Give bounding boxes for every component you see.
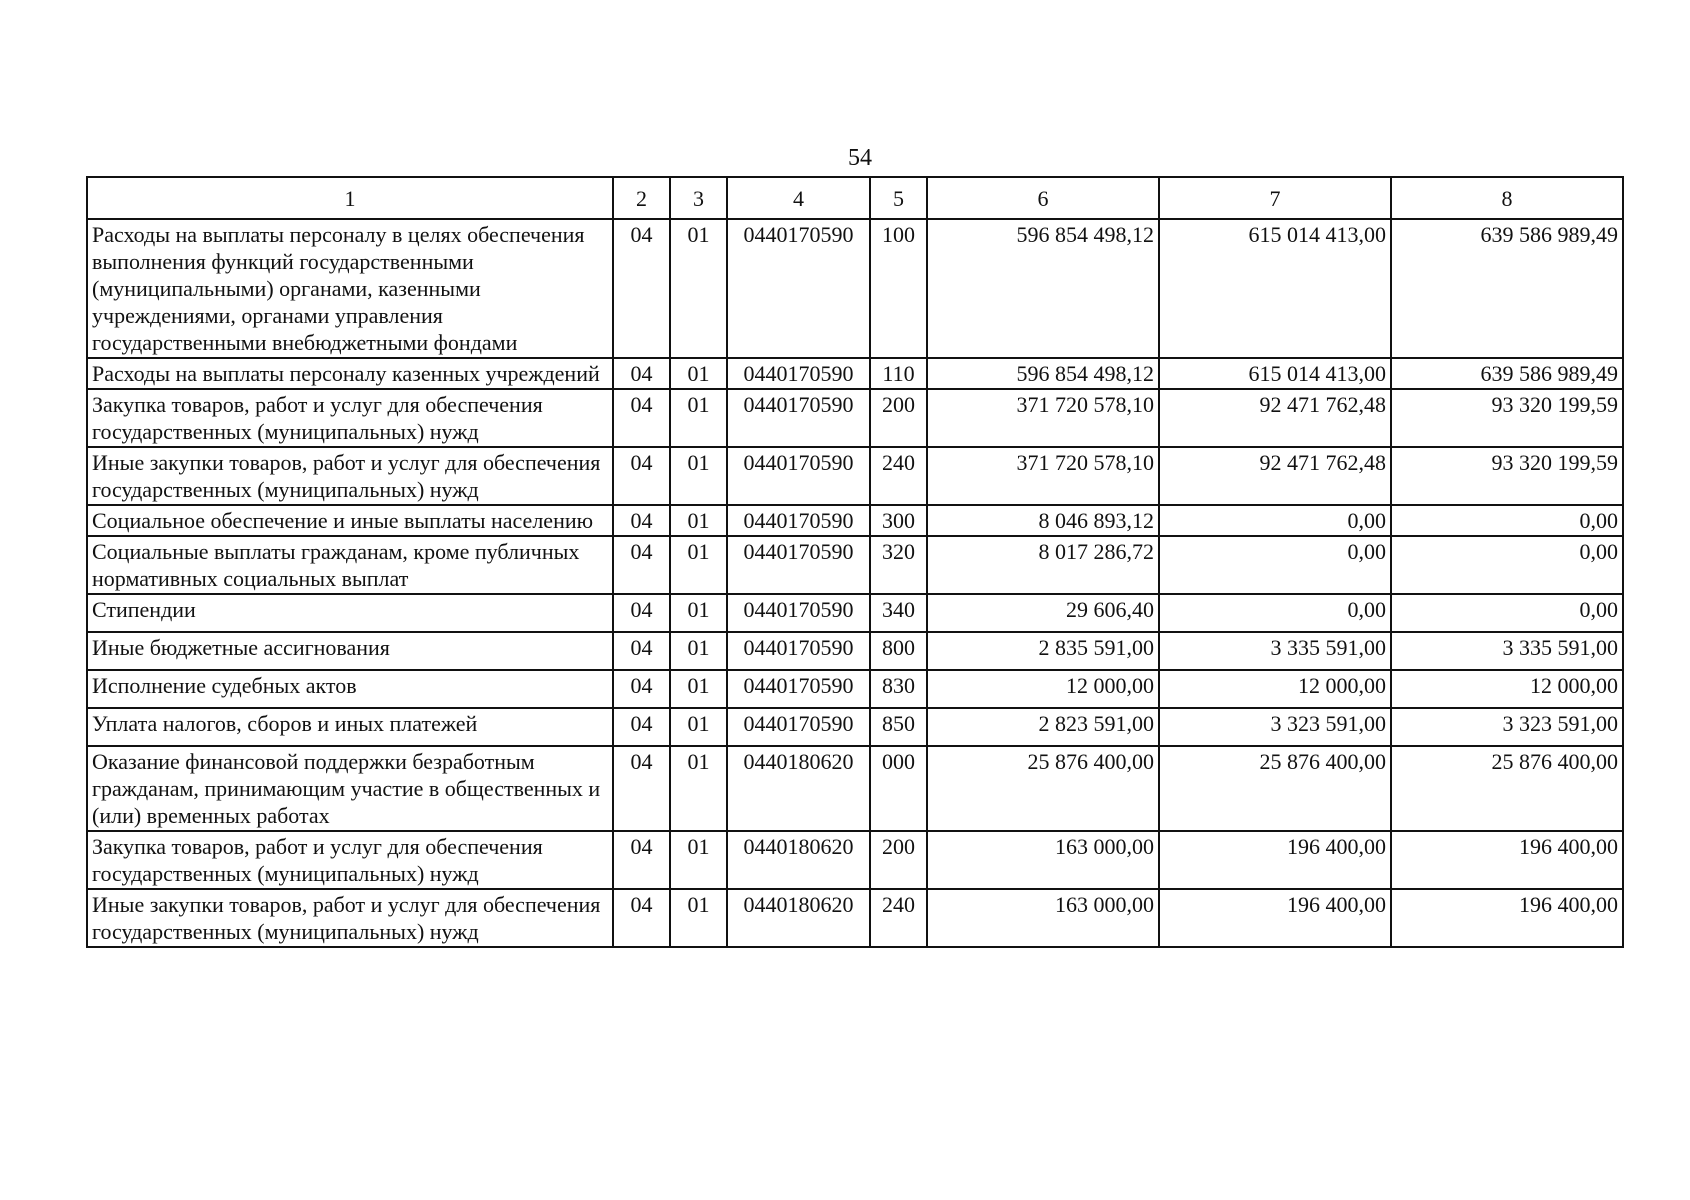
row-amount-col7: 3 335 591,00 xyxy=(1159,632,1391,670)
row-section: 04 xyxy=(613,505,670,536)
row-amount-col6: 371 720 578,10 xyxy=(927,389,1159,447)
header-cell-6: 6 xyxy=(927,177,1159,219)
row-amount-col6: 2 835 591,00 xyxy=(927,632,1159,670)
row-amount-col6: 8 017 286,72 xyxy=(927,536,1159,594)
row-target-code: 0440180620 xyxy=(727,889,870,947)
row-section: 04 xyxy=(613,831,670,889)
row-name: Иные закупки товаров, работ и услуг для обеспечения государственных (муниципальных) нужд xyxy=(87,889,613,947)
row-expense-type: 240 xyxy=(870,447,927,505)
row-amount-col6: 29 606,40 xyxy=(927,594,1159,632)
row-section: 04 xyxy=(613,670,670,708)
row-name: Социальное обеспечение и иные выплаты населению xyxy=(87,505,613,536)
row-amount-col7: 196 400,00 xyxy=(1159,889,1391,947)
row-target-code: 0440170590 xyxy=(727,632,870,670)
row-amount-col8: 3 323 591,00 xyxy=(1391,708,1623,746)
row-expense-type: 100 xyxy=(870,219,927,358)
page-number: 54 xyxy=(848,145,872,171)
table-row xyxy=(87,670,1623,708)
row-target-code: 0440170590 xyxy=(727,536,870,594)
row-amount-col8: 12 000,00 xyxy=(1391,670,1623,708)
header-cell-4: 4 xyxy=(727,177,870,219)
row-section: 04 xyxy=(613,389,670,447)
header-row xyxy=(87,177,1623,219)
row-name: Уплата налогов, сборов и иных платежей xyxy=(87,708,613,746)
row-subsection: 01 xyxy=(670,389,727,447)
row-amount-col6: 163 000,00 xyxy=(927,831,1159,889)
row-amount-col8: 639 586 989,49 xyxy=(1391,358,1623,389)
row-subsection: 01 xyxy=(670,447,727,505)
header-cell-1: 1 xyxy=(87,177,613,219)
row-name: Иные бюджетные ассигнования xyxy=(87,632,613,670)
row-section: 04 xyxy=(613,447,670,505)
row-section: 04 xyxy=(613,632,670,670)
table-row xyxy=(87,358,1623,389)
row-expense-type: 340 xyxy=(870,594,927,632)
row-section: 04 xyxy=(613,536,670,594)
row-section: 04 xyxy=(613,746,670,831)
row-name: Закупка товаров, работ и услуг для обеспечения государственных (муниципальных) нужд xyxy=(87,831,613,889)
row-amount-col6: 8 046 893,12 xyxy=(927,505,1159,536)
header-cell-2: 2 xyxy=(613,177,670,219)
row-amount-col7: 3 323 591,00 xyxy=(1159,708,1391,746)
row-section: 04 xyxy=(613,889,670,947)
row-amount-col6: 596 854 498,12 xyxy=(927,358,1159,389)
header-cell-8: 8 xyxy=(1391,177,1623,219)
row-subsection: 01 xyxy=(670,358,727,389)
row-target-code: 0440180620 xyxy=(727,746,870,831)
row-target-code: 0440170590 xyxy=(727,389,870,447)
table-row xyxy=(87,632,1623,670)
row-section: 04 xyxy=(613,594,670,632)
row-amount-col7: 615 014 413,00 xyxy=(1159,358,1391,389)
table-row xyxy=(87,219,1623,358)
row-amount-col6: 12 000,00 xyxy=(927,670,1159,708)
row-amount-col6: 163 000,00 xyxy=(927,889,1159,947)
table-row xyxy=(87,594,1623,632)
row-name: Стипендии xyxy=(87,594,613,632)
header-cell-7: 7 xyxy=(1159,177,1391,219)
row-subsection: 01 xyxy=(670,889,727,947)
row-amount-col7: 0,00 xyxy=(1159,594,1391,632)
row-amount-col8: 25 876 400,00 xyxy=(1391,746,1623,831)
row-subsection: 01 xyxy=(670,632,727,670)
table-row xyxy=(87,831,1623,889)
row-amount-col8: 3 335 591,00 xyxy=(1391,632,1623,670)
row-amount-col7: 25 876 400,00 xyxy=(1159,746,1391,831)
row-expense-type: 320 xyxy=(870,536,927,594)
row-amount-col8: 0,00 xyxy=(1391,505,1623,536)
row-amount-col8: 93 320 199,59 xyxy=(1391,447,1623,505)
row-section: 04 xyxy=(613,358,670,389)
row-name: Расходы на выплаты персоналу казенных учреждений xyxy=(87,358,613,389)
row-expense-type: 240 xyxy=(870,889,927,947)
row-expense-type: 200 xyxy=(870,831,927,889)
row-amount-col7: 92 471 762,48 xyxy=(1159,447,1391,505)
row-subsection: 01 xyxy=(670,594,727,632)
header-cell-3: 3 xyxy=(670,177,727,219)
row-amount-col6: 371 720 578,10 xyxy=(927,447,1159,505)
row-expense-type: 000 xyxy=(870,746,927,831)
row-target-code: 0440170590 xyxy=(727,670,870,708)
row-subsection: 01 xyxy=(670,746,727,831)
row-amount-col6: 596 854 498,12 xyxy=(927,219,1159,358)
row-name: Оказание финансовой поддержки безработным гражданам, принимающим участие в общественных и (или) временных работах xyxy=(87,746,613,831)
table-row xyxy=(87,536,1623,594)
budget-table xyxy=(86,176,1624,948)
row-expense-type: 110 xyxy=(870,358,927,389)
row-subsection: 01 xyxy=(670,219,727,358)
row-section: 04 xyxy=(613,219,670,358)
table-row xyxy=(87,447,1623,505)
row-amount-col8: 0,00 xyxy=(1391,536,1623,594)
row-subsection: 01 xyxy=(670,708,727,746)
row-expense-type: 300 xyxy=(870,505,927,536)
row-amount-col8: 196 400,00 xyxy=(1391,831,1623,889)
row-amount-col7: 0,00 xyxy=(1159,536,1391,594)
header-cell-5: 5 xyxy=(870,177,927,219)
table-row xyxy=(87,708,1623,746)
table-body xyxy=(87,219,1623,947)
row-subsection: 01 xyxy=(670,536,727,594)
row-name: Исполнение судебных актов xyxy=(87,670,613,708)
row-amount-col7: 615 014 413,00 xyxy=(1159,219,1391,358)
row-amount-col6: 2 823 591,00 xyxy=(927,708,1159,746)
row-amount-col8: 0,00 xyxy=(1391,594,1623,632)
row-name: Социальные выплаты гражданам, кроме публичных нормативных социальных выплат xyxy=(87,536,613,594)
table-row xyxy=(87,389,1623,447)
table-row xyxy=(87,746,1623,831)
row-amount-col7: 12 000,00 xyxy=(1159,670,1391,708)
row-amount-col7: 196 400,00 xyxy=(1159,831,1391,889)
row-amount-col7: 92 471 762,48 xyxy=(1159,389,1391,447)
row-subsection: 01 xyxy=(670,670,727,708)
row-amount-col6: 25 876 400,00 xyxy=(927,746,1159,831)
row-target-code: 0440170590 xyxy=(727,594,870,632)
table-header xyxy=(87,177,1623,219)
row-target-code: 0440170590 xyxy=(727,219,870,358)
table-row xyxy=(87,889,1623,947)
row-target-code: 0440170590 xyxy=(727,358,870,389)
row-amount-col8: 93 320 199,59 xyxy=(1391,389,1623,447)
row-target-code: 0440180620 xyxy=(727,831,870,889)
row-target-code: 0440170590 xyxy=(727,708,870,746)
row-name: Расходы на выплаты персоналу в целях обеспечения выполнения функций государственными (муниципальными) органами, казенными учреждениями, органами управления государственными внебюджетными фондами xyxy=(87,219,613,358)
row-name: Закупка товаров, работ и услуг для обеспечения государственных (муниципальных) нужд xyxy=(87,389,613,447)
row-expense-type: 800 xyxy=(870,632,927,670)
row-name: Иные закупки товаров, работ и услуг для обеспечения государственных (муниципальных) нужд xyxy=(87,447,613,505)
row-target-code: 0440170590 xyxy=(727,447,870,505)
row-target-code: 0440170590 xyxy=(727,505,870,536)
row-subsection: 01 xyxy=(670,505,727,536)
row-subsection: 01 xyxy=(670,831,727,889)
row-expense-type: 850 xyxy=(870,708,927,746)
table-row xyxy=(87,505,1623,536)
row-expense-type: 830 xyxy=(870,670,927,708)
row-expense-type: 200 xyxy=(870,389,927,447)
row-amount-col8: 196 400,00 xyxy=(1391,889,1623,947)
row-amount-col8: 639 586 989,49 xyxy=(1391,219,1623,358)
row-amount-col7: 0,00 xyxy=(1159,505,1391,536)
row-section: 04 xyxy=(613,708,670,746)
